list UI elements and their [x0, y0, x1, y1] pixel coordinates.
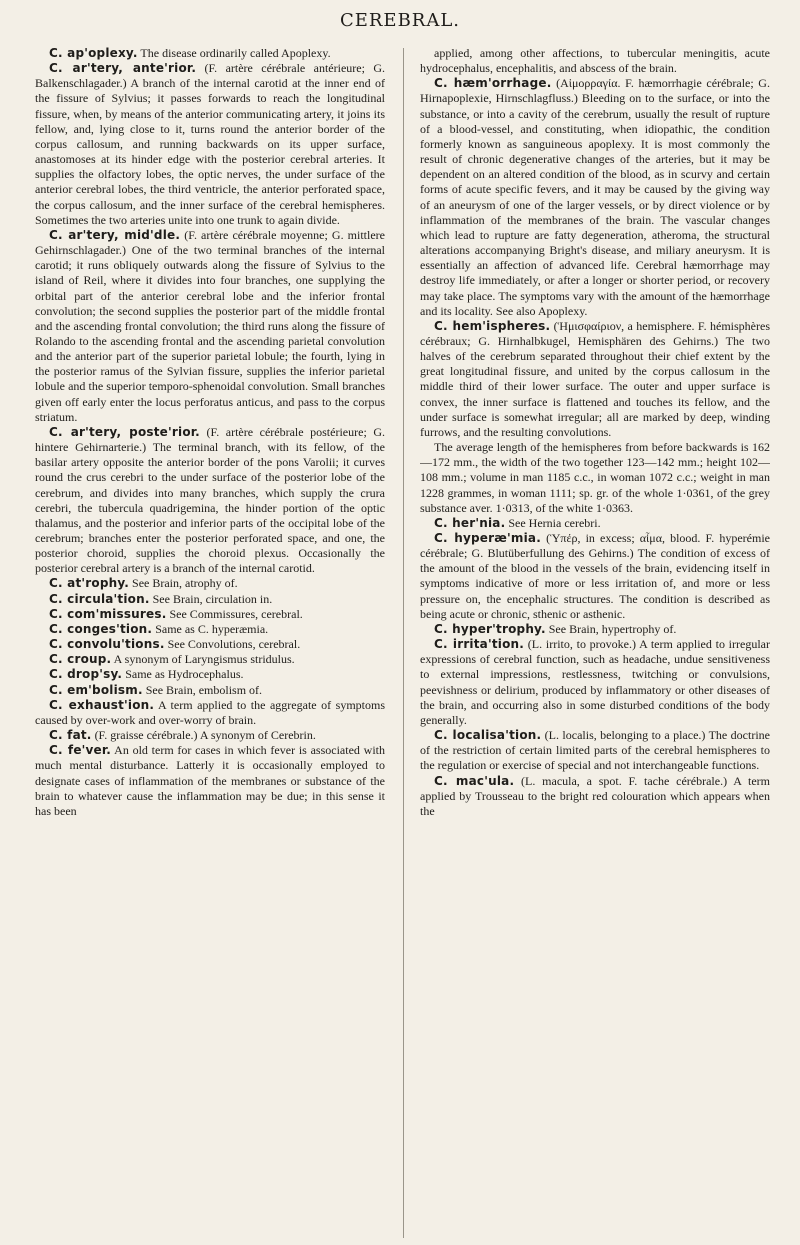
- dictionary-entry: [35, 607, 385, 622]
- entry-text: (F. artère cérébrale postérieure; G. hintere Gehirnarterie.) The terminal branch, with its fellow, of the basilar artery opposite the anterior border of the pons Varolii; it curves round the crus cerebri to the under surface of the posterior lobe of the cerebrum, and divides into many branches, which supply the crura cerebri, the tubercula quadrigemina, the hinder portion of the optic thalamus, and the posterior and inferior parts of the occipital lobe of the cerebrum; branches enter the posterior perforated space, and one, the posterior choroid, supplies the choroid plexus. Occasionally the posterior cerebral artery is a branch of the internal carotid.: [35, 424, 385, 576]
- entry-headword: C. drop'sy.: [49, 667, 123, 682]
- dictionary-entry: [35, 637, 385, 652]
- entry-headword: C. hyper'trophy.: [434, 621, 546, 636]
- dictionary-entry: [420, 622, 770, 637]
- entry-headword: C. ar'tery, poste'rior.: [49, 424, 200, 439]
- dictionary-entry: [35, 576, 385, 591]
- left-column: [35, 46, 385, 1241]
- entry-headword: C. mac'ula.: [434, 773, 515, 788]
- entry-headword: C. circula'tion.: [49, 591, 150, 606]
- entry-headword: C. ar'tery, ante'rior.: [49, 61, 197, 76]
- column-divider: [403, 48, 404, 1238]
- entry-text: A synonym of Laryngismus stridulus.: [111, 652, 295, 667]
- entry-headword: C. ap'oplexy.: [49, 46, 138, 60]
- entry-headword: C. convolu'tions.: [49, 637, 165, 652]
- entry-text: (Ἡμισφαίριον, a hemisphere. F. hémisphères cérébraux; G. Hirnhalbkugel, Hemisphären des Gehirns.) The two halves of the cerebrum separated throughout their chief extent by the great longitudinal fissure, and united by the corpus callosum in the middle third of their lower surface. The outer and upper surface is convex, the inner surface is flattened and touches its fellow, and the under surface is somewhat irregular; all are marked by deep, winding furrows, and the resulting convolutions.: [420, 318, 770, 439]
- entry-headword: C. conges'tion.: [49, 621, 153, 636]
- entry-text: The average length of the hemispheres from before backwards is 162—172 mm., the width of the two together 123—142 mm.; height 102—108 mm.; volume in man 1185 c.c., in woman 1072 c.c.; weight in man 1228 grammes, in woman 1111; sp. gr. of the whole 1·0361, of the grey substance aver. 1·0313, of the white 1·0363.: [420, 440, 770, 515]
- dictionary-entry: [35, 622, 385, 637]
- dictionary-entry: [420, 76, 770, 319]
- dictionary-entry: [35, 743, 385, 819]
- entry-headword: C. hæm'orrhage.: [434, 76, 552, 91]
- dictionary-entry: [35, 698, 385, 728]
- entry-headword: C. exhaust'ion.: [49, 697, 155, 712]
- entry-text: See Commissures, cerebral.: [166, 606, 303, 621]
- dictionary-entry: [35, 228, 385, 425]
- entry-headword: C. hem'ispheres.: [434, 318, 551, 333]
- entry-text: Same as C. hyperæmia.: [152, 621, 269, 636]
- entry-headword: C. em'bolism.: [49, 682, 143, 697]
- entry-headword: C. fat.: [49, 728, 92, 743]
- entry-text: (Αἱμορραγία. F. hæmorrhagie cérébrale; G. Hirnapoplexie, Hirnschlagfluss.) Bleeding on to the surface, or into the substance, or into a cavity of the cerebrum, usually the result of rupture of a blood-vessel, and constituting, when idiopathic, the condition formerly known as sanguineous apoplexy. It is most commonly the result of chronic degenerative changes of the arteries, but it may be dependent on an altered condition of the blood, as in scurvy and certain forms of acute specific fevers, and it may be caused by the giving way of an aneurysm of one of the larger vessels, or by direct violence or by inflammation of the membranes of the brain. The vascular changes which lead to rupture are fatty degeneration, atheroma, the structural alterations accompanying Bright's disease, and miliary aneurysm. It is essentially an affection of advanced life. Cerebral hæmorrhage may destroy life immediately, or after a longer or shorter period, or recovery may take place. The symptoms vary with the amount of the hæmorrhage and its locality. See also Apoplexy.: [420, 76, 770, 318]
- entry-headword: C. croup.: [49, 652, 112, 667]
- entry-headword: C. hyperæ'mia.: [434, 531, 541, 545]
- entry-text: (F. artère cérébrale moyenne; G. mittlere Gehirnschlagader.) One of the two terminal branches of the internal carotid; it runs obliquely outwards along the fissure of Sylvius to the island of Reil, where it divides into four branches, one supplying the orbital part of the anterior cerebral lobe and the inferior frontal convolution; the second supplies the posterior part of the middle frontal and the ascending frontal convolution; the third runs along the fissure of Rolando to the ascending frontal and the ascending parietal convolution and the anterior part of the superior parietal lobule; the fourth, lying in the posterior ramus of the Sylvian fissure, supplies the inferior parietal lobule and the superior temporo-sphenoidal convolution. Small branches given off early enter the locus perforatus anticus, and pass to the corpus striatum.: [35, 227, 385, 424]
- entry-text: (F. graisse cérébrale.) A synonym of Cerebrin.: [91, 728, 316, 743]
- dictionary-entry: [420, 774, 770, 819]
- dictionary-entry: [35, 683, 385, 698]
- dictionary-entry: [420, 440, 770, 516]
- dictionary-entry: [35, 61, 385, 228]
- dictionary-entry: [35, 425, 385, 577]
- entry-text: See Convolutions, cerebral.: [164, 637, 301, 652]
- dictionary-entry: [420, 531, 770, 622]
- entry-headword: C. ar'tery, mid'dle.: [49, 227, 181, 242]
- dictionary-entry: [420, 516, 770, 531]
- entry-text: A term applied to the aggregate of symptoms caused by over-work and over-worry of brain.: [35, 697, 385, 727]
- entry-text: (F. artère cérébrale antérieure; G. Balkenschlagader.) A branch of the internal carotid at the inner end of the fissure of Sylvius; it passes forwards to reach the longitudinal fissure, when, by means of the anterior communicating artery, it joins its fellow, and, lying close to it, turns round the anterior border of the corpus callosum, and running backwards on its upper surface, anastomoses at its hinder edge with the posterior cerebral arteries. It supplies the olfactory lobes, the optic nerves, the under surface of the anterior cerebral lobes, the third ventricle, the anterior perforated space, the corpus callosum, and the inner surface of the cerebral hemispheres. Sometimes the two arteries unite into one trunk to again divide.: [35, 61, 385, 227]
- entry-text: See Brain, embolism of.: [142, 682, 263, 697]
- dictionary-entry: [35, 592, 385, 607]
- entry-text: See Brain, circulation in.: [149, 591, 273, 606]
- entry-text: An old term for cases in which fever is associated with much mental disturbance. Latterly it is occasionally employed to designate cases of inflammation of the membranes or substance of the brain to whatever cause the inflammation may be due; in this sense it has been: [35, 743, 385, 818]
- entry-text: See Hernia cerebri.: [505, 515, 601, 530]
- entry-headword: C. irrita'tion.: [434, 637, 525, 652]
- entry-text: (Ὑπέρ, in excess; αἷμα, blood. F. hyperémie cérébrale; G. Blutüberfullung des Gehirns.) The condition of excess of the amount of the blood in the vessels of the brain, evidencing itself in symptoms indicative of more or less irritation of, and more or less pressure on, the encephalic structures. The condition is described as being acute or chronic, sthenic or asthenic.: [420, 531, 770, 621]
- entry-headword: C. her'nia.: [434, 515, 506, 530]
- dictionary-entry: [35, 652, 385, 667]
- entry-text: Same as Hydrocephalus.: [122, 667, 244, 682]
- dictionary-entry: [35, 667, 385, 682]
- entry-text: (L. localis, belonging to a place.) The doctrine of the restriction of certain limited parts of the cerebral hemispheres to the regulation or exercise of special and not interchangeable functions.: [420, 728, 770, 773]
- entry-headword: C. fe'ver.: [49, 743, 112, 758]
- right-column: [420, 46, 770, 1241]
- entry-text: (L. irrito, to provoke.) A term applied to irregular expressions of cerebral function, such as headache, undue sensitiveness to external impressions, restlessness, twitching or convulsions, peevishness or delirium, produced by inflammatory or other diseases of the brain, and occurring also in some disturbed conditions of the body generally.: [420, 637, 770, 727]
- dictionary-entry: [420, 728, 770, 773]
- dictionary-entry: [35, 728, 385, 743]
- entry-text: See Brain, atrophy of.: [129, 576, 238, 591]
- dictionary-entry: [420, 46, 770, 76]
- dictionary-entry: [35, 46, 385, 61]
- entry-text: applied, among other affections, to tubercular meningitis, acute hydrocephalus, encephalitis, and abscess of the brain.: [420, 46, 770, 76]
- entry-text: (L. macula, a spot. F. tache cérébrale.) A term applied by Trousseau to the bright red colouration which appears when the: [420, 773, 770, 818]
- entry-text: See Brain, hypertrophy of.: [545, 621, 677, 636]
- entry-text: The disease ordinarily called Apoplexy.: [137, 46, 331, 60]
- dictionary-entry: [420, 637, 770, 728]
- entry-headword: C. at'rophy.: [49, 576, 130, 591]
- running-head: CEREBRAL.: [339, 10, 461, 31]
- dictionary-entry: [420, 319, 770, 440]
- entry-headword: C. localisa'tion.: [434, 728, 542, 743]
- entry-headword: C. com'missures.: [49, 606, 167, 621]
